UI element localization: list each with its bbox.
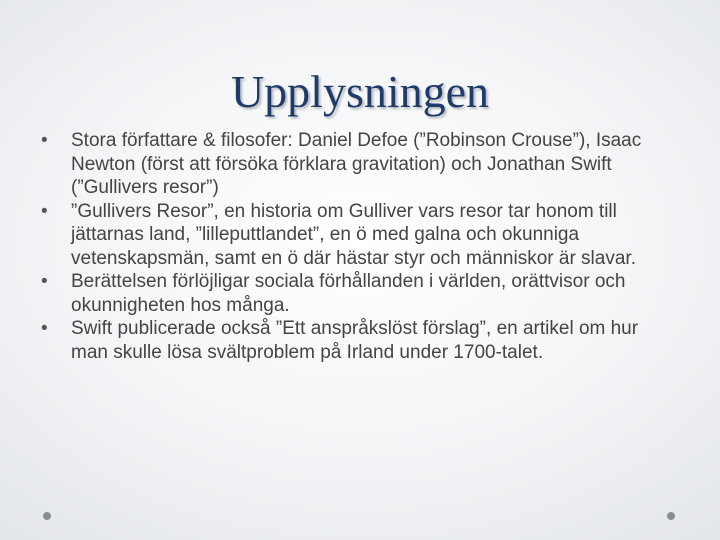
bullet-text: Swift publicerade också ”Ett anspråkslöst förslag”, en artikel om hur man skulle lösa svältproblem på Irland under 1700-talet. (71, 318, 639, 363)
bullet-icon: • (41, 200, 48, 222)
bullet-icon: • (41, 318, 48, 339)
bullet-icon: • (41, 271, 48, 292)
slide-title: Upplysningen (230, 66, 490, 117)
bullet-item (38, 317, 678, 364)
bullet-item (38, 200, 678, 271)
bullet-item (38, 270, 678, 317)
decorative-dot-icon (667, 512, 675, 520)
bullet-text: Stora författare & filosofer: Daniel Defoe (”Robinson Crouse”), Isaac Newton (först att försöka förklara gravitation) och Jonathan Swift (”Gullivers resor”) (71, 130, 642, 198)
decorative-dot-icon (43, 512, 51, 520)
bullet-list (38, 129, 678, 364)
bullet-icon: • (41, 130, 48, 151)
bullet-item (38, 129, 678, 200)
bullet-text: Berättelsen förlöjligar sociala förhållanden i världen, orättvisor och okunnigheten hos många. (71, 271, 626, 316)
bullet-text: ”Gullivers Resor”, en historia om Gulliver vars resor tar honom till jättarnas land, ”lilleputtlandet”, en ö med galna och okunniga vetenskapsmän, samt en ö där hästar styr och människor är slavar. (71, 200, 636, 269)
